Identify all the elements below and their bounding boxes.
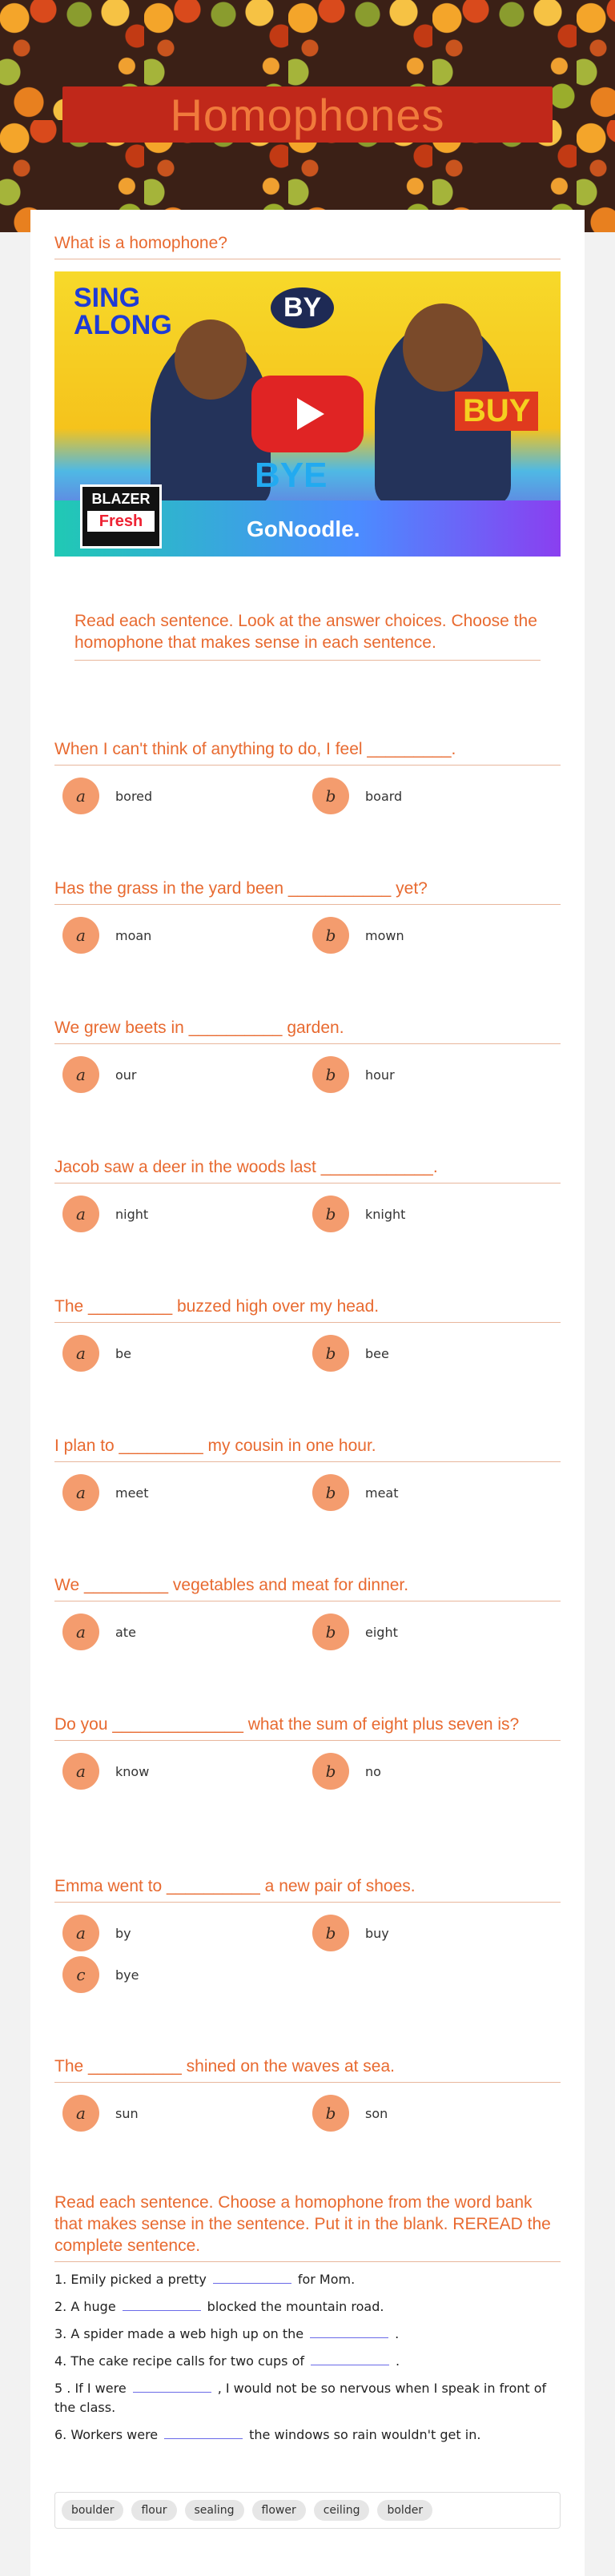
choice-letter-badge: a [62,1056,99,1093]
choice-letter-badge: b [312,1915,349,1951]
answer-choice-b[interactable] [312,1055,395,1094]
blank-drop-target[interactable] [213,2270,291,2284]
sentence-end: . [396,2353,400,2369]
intro-section [54,232,561,259]
answer-choice-b[interactable] [312,1613,398,1651]
choice-letter-badge: a [62,1753,99,1790]
choice-letter-badge: b [312,1335,349,1372]
blank-drop-target[interactable] [123,2297,201,2311]
choice-label: knight [365,1206,406,1222]
question-text: Do you ______________ what the sum of eight plus seven is? [54,1714,561,1741]
choice-letter-badge: a [62,1915,99,1951]
question-5 [54,1296,561,1376]
video-word-bye: BYE [255,456,328,495]
choice-letter-badge: a [62,778,99,814]
sentence-start: 1. Emily picked a pretty [54,2272,207,2287]
answer-choice-a[interactable] [62,1195,148,1233]
question-text: The _________ buzzed high over my head. [54,1296,561,1323]
choice-letter-badge: c [62,1956,99,1993]
choice-label: sun [115,2105,139,2121]
intro-heading: What is a homophone? [54,232,561,259]
choice-label: bee [365,1345,389,1361]
video-face-left [175,319,247,400]
blank-drop-target[interactable] [310,2325,388,2338]
choice-letter-badge: b [312,778,349,814]
video-word-by: BY [271,287,334,328]
sentence-start: 6. Workers were [54,2427,159,2442]
choice-label: eight [365,1624,398,1640]
answer-choices [54,1914,561,1997]
answer-choice-a[interactable] [62,2094,139,2132]
blank-drop-target[interactable] [164,2425,243,2439]
sentence-start: 3. A spider made a web high up on the [54,2326,304,2341]
choice-label: know [115,1763,150,1779]
worksheet-card [30,210,585,2576]
choice-label: by [115,1925,131,1941]
question-text: We grew beets in __________ garden. [54,1017,561,1044]
choice-letter-badge: a [62,1474,99,1511]
question-text: I plan to _________ my cousin in one hour. [54,1435,561,1462]
page-title-plate [62,86,553,143]
instructions: Read each sentence. Look at the answer choices. Choose the homophone that makes sense in each sentence. [74,610,541,661]
answer-choice-b[interactable] [312,1195,405,1233]
choice-label: moan [115,927,152,943]
choice-letter-badge: b [312,1056,349,1093]
video-brand-logo: GoNoodle. [247,516,360,541]
choice-label: no [365,1763,381,1779]
choice-letter-badge: b [312,917,349,954]
choice-label: son [365,2105,388,2121]
word-chip-sealing[interactable]: sealing [185,2500,244,2521]
sentence-end: for Mom. [297,2272,356,2287]
answer-choices [54,1613,561,1654]
fill-in-sentence-2 [54,2297,561,2317]
sentence-end: the windows so rain wouldn't get in. [249,2427,481,2442]
question-2 [54,878,561,958]
answer-choice-b[interactable] [312,1334,389,1372]
fill-in-sentence-3 [54,2325,561,2344]
question-text: We _________ vegetables and meat for dinner. [54,1574,561,1601]
choice-letter-badge: b [312,1196,349,1232]
word-chip-flour[interactable]: flour [131,2500,176,2521]
answer-choice-b[interactable] [312,2094,388,2132]
choice-label: night [115,1206,149,1222]
answer-choice-a[interactable] [62,1914,131,1952]
question-text: Jacob saw a deer in the woods last ____________. [54,1156,561,1184]
answer-choices [54,1473,561,1515]
video-play-button[interactable] [251,376,364,452]
answer-choices [54,2094,561,2136]
question-text: The __________ shined on the waves at sea. [54,2056,561,2083]
sentence-end: . [395,2326,400,2341]
answer-choice-a[interactable] [62,777,152,815]
blank-drop-target[interactable] [311,2352,389,2365]
choice-label: be [115,1345,131,1361]
video-word-buy: BUY [455,392,538,431]
choice-label: board [365,788,403,804]
choice-letter-badge: b [312,1753,349,1790]
video-face-right [403,303,483,392]
question-text: Has the grass in the yard been ___________ yet? [54,878,561,905]
choice-letter-badge: b [312,1614,349,1650]
choice-label: hour [365,1067,395,1083]
choice-label: meat [365,1485,399,1501]
answer-choices [54,1752,561,1794]
answer-choice-b[interactable] [312,1914,389,1952]
sentence-start: 5 . If I were [54,2381,127,2396]
answer-choice-b[interactable] [312,1473,399,1512]
question-text: When I can't think of anything to do, I feel _________. [54,738,561,766]
answer-choices [54,1195,561,1236]
answer-choice-b[interactable] [312,1752,381,1790]
fill-in-sentence-4 [54,2352,561,2371]
question-4 [54,1156,561,1236]
question-text: Emma went to __________ a new pair of shoes. [54,1875,561,1903]
answer-choices [54,1055,561,1097]
answer-choice-a[interactable] [62,916,151,954]
word-bank-title: Read each sentence. Choose a homophone from the word bank that makes sense in the sentence. Put it in the blank. REREAD the complete sentence. [54,2192,561,2262]
answer-choice-a[interactable] [62,1473,149,1512]
fill-in-sentence-5 [54,2379,561,2417]
blank-drop-target[interactable] [133,2379,211,2393]
word-chip-ceiling[interactable]: ceiling [314,2500,370,2521]
video-blazer-fresh-logo: BLAZER Fresh [80,484,162,549]
word-chip-flower[interactable]: flower [252,2500,306,2521]
word-chip-bolder[interactable]: bolder [377,2500,432,2521]
choice-letter-badge: b [312,1474,349,1511]
answer-choice-b[interactable] [312,777,402,815]
sentence-start: 4. The cake recipe calls for two cups of [54,2353,304,2369]
word-bank-sentences [54,2270,561,2445]
choice-letter-badge: a [62,2095,99,2132]
word-chip-boulder[interactable]: boulder [62,2500,123,2521]
choice-letter-badge: a [62,1614,99,1650]
answer-choices [54,916,561,958]
question-9 [54,1875,561,1997]
answer-choice-b[interactable] [312,916,404,954]
video-sing-along-text: SING ALONG [74,283,172,340]
fill-in-sentence-6 [54,2425,561,2445]
choice-letter-badge: a [62,1196,99,1232]
answer-choice-a[interactable] [62,1613,136,1651]
page-title: Homophones [170,89,445,140]
choice-letter-badge: a [62,1335,99,1372]
answer-choice-a[interactable] [62,1055,137,1094]
choice-label: buy [365,1925,389,1941]
question-1 [54,738,561,818]
answer-choice-a[interactable] [62,1752,149,1790]
question-3 [54,1017,561,1097]
word-bank [54,2492,561,2529]
fill-in-sentence-1 [54,2270,561,2289]
question-10 [54,2056,561,2136]
sentence-start: 2. A huge [54,2299,116,2314]
sentence-end: blocked the mountain road. [207,2299,384,2314]
play-icon [297,398,324,430]
choice-label: bye [115,1967,139,1983]
question-7 [54,1574,561,1654]
question-8 [54,1714,561,1794]
question-6 [54,1435,561,1515]
choice-letter-badge: b [312,2095,349,2132]
choice-label: mown [365,927,404,943]
answer-choice-c[interactable] [62,1955,139,1994]
answer-choice-a[interactable] [62,1334,131,1372]
choice-letter-badge: a [62,917,99,954]
sentence-end: , I would not be so nervous when I speak in front of the class. [54,2381,547,2415]
choice-label: bored [115,788,153,804]
choice-label: meet [115,1485,149,1501]
choice-label: our [115,1067,137,1083]
word-bank-section [54,2192,561,2453]
answer-choices [54,777,561,818]
video-embed[interactable] [54,271,561,557]
answer-choices [54,1334,561,1376]
choice-label: ate [115,1624,136,1640]
